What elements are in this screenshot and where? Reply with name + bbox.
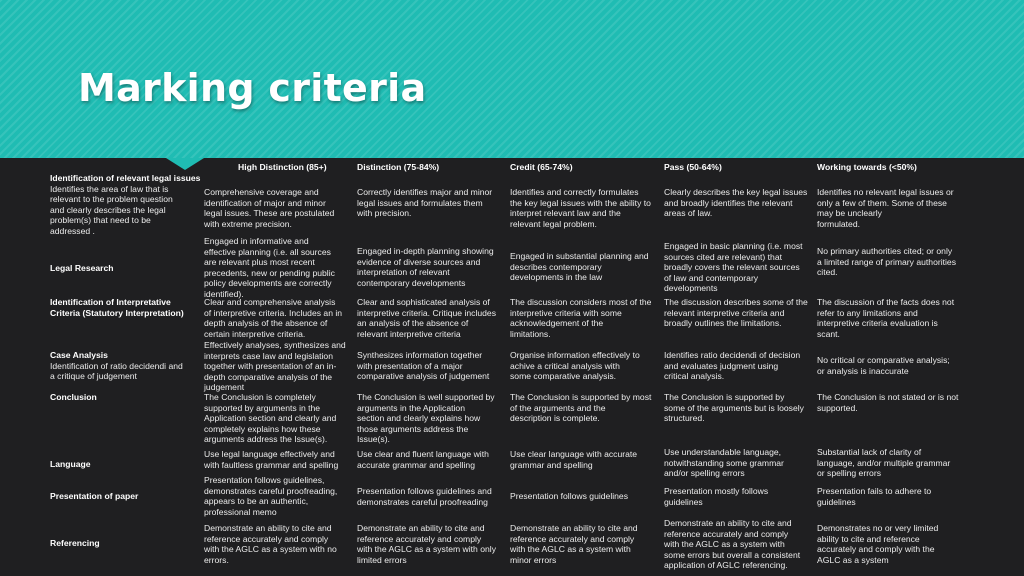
cell-text-line: cited. xyxy=(817,267,838,277)
cell-working-towards xyxy=(817,187,954,229)
cell-text-line: and evaluates judgment using xyxy=(664,360,779,371)
cell-high-distinction xyxy=(204,523,337,565)
cell-text-line: critical analysis. xyxy=(664,371,725,381)
criterion-description: Identification of ratio decidendi and xyxy=(50,360,183,371)
cell-credit xyxy=(510,187,651,229)
slide-title: Marking criteria xyxy=(78,66,427,110)
cell-text-line: Use legal language effectively and xyxy=(204,449,335,459)
cell-text-line: demonstrates careful proofreading, xyxy=(204,485,338,496)
cell-text-line: precedents, new or pending public xyxy=(204,267,335,278)
cell-text-line: formulated. xyxy=(817,218,860,229)
cell-text-line: The discussion considers most of the xyxy=(510,297,652,307)
cell-text-line: sources cited are relevant) that xyxy=(664,251,782,262)
cell-text-line: Identifies ratio decidendi of decision xyxy=(664,350,801,360)
cell-text-line: together with presentation of an in- xyxy=(204,361,337,371)
cell-text-line: of law and contemporary xyxy=(664,272,759,283)
cell-high-distinction xyxy=(204,392,336,445)
cell-text-line: relevant interpretive criteria xyxy=(357,328,461,339)
cell-text-line: achive a critical analysis with xyxy=(510,360,620,371)
cell-working-towards xyxy=(817,355,950,376)
cell-text-line: with the AGLC as a system with no xyxy=(204,544,337,554)
cell-text-line: demonstrates careful proofreading xyxy=(357,496,488,507)
cell-text-line: appears to be an authentic, xyxy=(204,496,309,506)
cell-text-line: No critical or comparative analysis; xyxy=(817,355,950,365)
criterion-cell xyxy=(50,297,184,318)
cell-high-distinction xyxy=(204,187,334,229)
cell-text-line: identified). xyxy=(204,288,244,299)
cell-text-line: interpretive criteria evaluation is xyxy=(817,318,938,328)
cell-text-line: description is complete. xyxy=(510,413,600,423)
cell-text-line: guidelines xyxy=(817,496,856,507)
cell-distinction xyxy=(357,246,494,288)
cell-text-line: interpretive criteria. Critique includes xyxy=(357,307,496,318)
cell-text-line: with presentation of a major xyxy=(357,360,463,371)
cell-text-line: Identifies no relevant legal issues or xyxy=(817,187,954,197)
cell-text-line: evidence of diverse sources and xyxy=(357,256,481,267)
cell-text-line: Use understandable language, xyxy=(664,447,782,457)
cell-text-line: supported by arguments in the xyxy=(204,402,321,413)
cell-text-line: limitations. xyxy=(510,328,551,339)
cell-text-line: application of AGLC referencing. xyxy=(664,560,788,570)
cell-text-line: describes contemporary xyxy=(510,261,602,272)
cell-text-line: Organise information effectively to xyxy=(510,350,640,360)
cell-distinction xyxy=(357,187,492,219)
criterion-cell xyxy=(50,392,97,403)
cell-high-distinction xyxy=(204,236,335,299)
cell-text-line: minor errors xyxy=(510,554,557,565)
cell-text-line: professional memo xyxy=(204,506,277,517)
cell-text-line: Presentation follows guidelines and xyxy=(357,486,492,496)
cell-text-line: Clear and sophisticated analysis of xyxy=(357,297,490,307)
cell-text-line: and/or spelling errors xyxy=(664,468,745,478)
cell-text-line: depth analysis of the absence of xyxy=(204,318,328,328)
cell-text-line: interpretation of relevant xyxy=(357,267,450,277)
cell-text-line: certain interpretive criteria. xyxy=(204,328,306,339)
cell-text-line: notwithstanding some grammar xyxy=(664,457,784,468)
cell-text-line: Demonstrate an ability to cite and xyxy=(510,523,638,533)
criterion-cell xyxy=(50,459,91,470)
cell-distinction xyxy=(357,486,492,507)
cell-high-distinction xyxy=(204,297,342,339)
cell-text-line: developments xyxy=(664,283,718,293)
cell-text-line: reference accurately and comply xyxy=(664,528,789,539)
column-header-working-towards: Working towards (<50%) xyxy=(817,162,917,172)
cell-text-line: are relevant plus most recent xyxy=(204,257,315,267)
cell-text-line: section and clearly explains how xyxy=(357,413,481,423)
cell-pass xyxy=(664,518,800,571)
cell-text-line: Use clear language with accurate xyxy=(510,449,638,459)
cell-text-line: Demonstrates no or very limited xyxy=(817,523,939,533)
cell-text-line: Issue(s). xyxy=(357,434,390,444)
criterion-label: Identification of Interpretative xyxy=(50,297,171,307)
cell-text-line: contemporary developments xyxy=(357,277,466,288)
cell-text-line: and broadly identifies the relevant xyxy=(664,197,793,208)
criterion-cell xyxy=(50,491,138,502)
cell-text-line: interprets case law and legislation xyxy=(204,350,333,361)
cell-pass xyxy=(664,350,800,382)
cell-pass xyxy=(664,486,768,507)
cell-text-line: The Conclusion is supported by xyxy=(664,392,785,402)
cell-distinction xyxy=(357,449,489,470)
cell-text-line: grammar and spelling xyxy=(510,459,593,470)
cell-text-line: Presentation follows guidelines xyxy=(510,491,628,501)
cell-text-line: No primary authorities cited; or only xyxy=(817,246,953,256)
cell-text-line: with precision. xyxy=(357,208,412,218)
cell-text-line: Clear and comprehensive analysis xyxy=(204,297,336,307)
criterion-label: Referencing xyxy=(50,538,100,548)
cell-text-line: interpret relevant law and the xyxy=(510,208,621,218)
cell-text-line: Engaged in informative and xyxy=(204,236,309,246)
cell-text-line: accurately and comply with the xyxy=(817,544,935,554)
cell-text-line: The discussion of the facts does not xyxy=(817,297,955,307)
criterion-label: Case Analysis xyxy=(50,350,108,360)
cell-credit xyxy=(510,523,638,565)
column-header-distinction: Distinction (75-84%) xyxy=(357,162,440,172)
cell-text-line: reference accurately and comply xyxy=(357,533,482,544)
cell-credit xyxy=(510,297,651,339)
cell-text-line: relevant interpretive criteria and xyxy=(664,307,785,318)
cell-text-line: Presentation follows guidelines, xyxy=(204,475,325,485)
cell-text-line: the key legal issues with the ability to xyxy=(510,197,651,208)
criterion-cell xyxy=(50,263,114,274)
cell-text-line: The Conclusion is supported by most xyxy=(510,392,652,402)
cell-pass xyxy=(664,447,784,479)
cell-text-line: or analysis is inaccurate xyxy=(817,365,909,376)
cell-text-line: guidelines xyxy=(664,496,703,507)
cell-text-line: Demonstrate an ability to cite and xyxy=(204,523,332,533)
cell-text-line: supported. xyxy=(817,402,858,413)
cell-text-line: some of the arguments but is loosely xyxy=(664,402,804,413)
cell-text-line: of the arguments and the xyxy=(510,402,606,413)
cell-text-line: those arguments address the xyxy=(357,423,469,434)
criterion-label: Criteria (Statutory Interpretation) xyxy=(50,307,184,318)
cell-text-line: AGLC as a system xyxy=(817,554,889,565)
marking-criteria-table xyxy=(50,160,1024,576)
cell-text-line: The Conclusion is well supported by xyxy=(357,392,495,402)
cell-text-line: Effectively analyses, synthesizes and xyxy=(204,340,346,350)
criterion-label: Identification of relevant legal issues xyxy=(50,173,201,183)
cell-text-line: effective planning (i.e. all sources xyxy=(204,246,331,257)
criterion-label: Presentation of paper xyxy=(50,491,139,501)
cell-text-line: a limited range of primary authorities xyxy=(817,256,956,267)
title-banner xyxy=(0,0,1024,158)
cell-text-line: Engaged in substantial planning and xyxy=(510,251,649,261)
cell-text-line: comparative analysis of judgement xyxy=(357,371,490,381)
cell-text-line: may be unclearly xyxy=(817,208,882,218)
cell-text-line: judgement xyxy=(204,382,245,392)
cell-text-line: Presentation mostly follows xyxy=(664,486,769,496)
cell-text-line: errors. xyxy=(204,554,229,565)
column-header-pass: Pass (50-64%) xyxy=(664,162,722,172)
cell-text-line: acknowledgement of the xyxy=(510,318,604,328)
cell-distinction xyxy=(357,392,495,445)
cell-text-line: or spelling errors xyxy=(817,468,881,478)
criterion-description: Identifies the area of law that is xyxy=(50,183,169,194)
criterion-description: addressed . xyxy=(50,225,95,236)
cell-text-line: depth comparative analysis of the xyxy=(204,371,333,382)
cell-text-line: reference accurately and comply xyxy=(204,533,329,544)
criterion-label: Legal Research xyxy=(50,263,114,273)
cell-text-line: with the AGLC as a system with only xyxy=(357,544,496,554)
cell-text-line: arguments in the Application xyxy=(357,402,465,413)
cell-text-line: Substantial lack of clarity of xyxy=(817,447,922,457)
cell-credit xyxy=(510,251,649,283)
cell-text-line: policy developments are correctly xyxy=(204,278,332,288)
cell-high-distinction xyxy=(204,449,338,470)
cell-working-towards xyxy=(817,523,938,565)
cell-text-line: broadly outlines the limitations. xyxy=(664,318,782,328)
cell-text-line: ability to cite and reference xyxy=(817,533,920,544)
cell-text-line: of interpretive criteria. Includes an in xyxy=(204,307,343,318)
cell-text-line: Use clear and fluent language with xyxy=(357,449,489,459)
cell-text-line: an analysis of the absence of xyxy=(357,318,469,328)
cell-text-line: relevant legal problem. xyxy=(510,218,597,229)
cell-credit xyxy=(510,491,628,502)
cell-pass xyxy=(664,297,808,329)
cell-high-distinction xyxy=(204,475,337,517)
criterion-cell xyxy=(50,350,183,382)
criterion-description: relevant to the problem question xyxy=(50,194,173,204)
column-header-credit: Credit (65-74%) xyxy=(510,162,573,172)
cell-text-line: arguments address the Issue(s). xyxy=(204,434,328,444)
cell-text-line: accurate grammar and spelling xyxy=(357,459,475,470)
cell-text-line: Engaged in-depth planning showing xyxy=(357,246,494,256)
cell-text-line: structured. xyxy=(664,413,705,423)
cell-text-line: language, and/or multiple grammar xyxy=(817,457,951,468)
cell-text-line: Comprehensive coverage and xyxy=(204,187,319,197)
cell-working-towards xyxy=(817,486,931,507)
cell-credit xyxy=(510,449,637,470)
cell-high-distinction xyxy=(204,340,346,393)
cell-text-line: Correctly identifies major and minor xyxy=(357,187,493,197)
cell-text-line: The Conclusion is completely xyxy=(204,392,316,402)
cell-text-line: some errors but overall a consistent xyxy=(664,549,801,560)
cell-text-line: The Conclusion is not stated or is not xyxy=(817,392,959,402)
cell-text-line: identification of major and minor xyxy=(204,197,326,208)
cell-text-line: Identifies and correctly formulates xyxy=(510,187,639,197)
cell-distinction xyxy=(357,523,496,565)
cell-text-line: completely explains how these xyxy=(204,423,321,434)
cell-pass xyxy=(664,241,803,294)
cell-text-line: Synthesizes information together xyxy=(357,350,483,360)
cell-text-line: legal issues. These are postulated xyxy=(204,208,335,218)
cell-text-line: refer to any limitations and xyxy=(817,307,918,318)
cell-text-line: The discussion describes some of the xyxy=(664,297,808,307)
cell-text-line: developments in the law xyxy=(510,272,603,282)
cell-text-line: legal issues and formulates them xyxy=(357,197,483,208)
cell-text-line: Engaged in basic planning (i.e. most xyxy=(664,241,803,251)
cell-text-line: areas of law. xyxy=(664,208,713,218)
cell-text-line: Demonstrate an ability to cite and xyxy=(357,523,485,533)
cell-text-line: reference accurately and comply xyxy=(510,533,635,544)
cell-credit xyxy=(510,392,651,424)
cell-text-line: broadly covers the relevant sources xyxy=(664,262,800,272)
cell-text-line: Demonstrate an ability to cite and xyxy=(664,518,792,528)
cell-distinction xyxy=(357,350,489,382)
cell-text-line: scant. xyxy=(817,328,840,339)
cell-text-line: with the AGLC as a system with xyxy=(510,544,631,554)
criterion-label: Conclusion xyxy=(50,392,97,402)
cell-credit xyxy=(510,350,640,382)
cell-pass xyxy=(664,392,804,424)
cell-text-line: only a few of them. Some of these xyxy=(817,197,947,208)
cell-text-line: with the AGLC as a system with xyxy=(664,539,785,549)
cell-pass xyxy=(664,187,807,219)
criterion-cell xyxy=(50,538,100,549)
cell-working-towards xyxy=(817,297,954,339)
cell-text-line: Presentation fails to adhere to xyxy=(817,486,932,496)
cell-text-line: with extreme precision. xyxy=(204,218,292,229)
cell-text-line: interpretive criteria with some xyxy=(510,307,622,318)
criterion-cell xyxy=(50,173,200,236)
cell-working-towards xyxy=(817,392,958,413)
cell-working-towards xyxy=(817,447,950,479)
criterion-description: problem(s) that need to be xyxy=(50,215,151,225)
cell-text-line: limited errors xyxy=(357,554,407,565)
cell-text-line: with faultless grammar and spelling xyxy=(204,459,339,470)
criterion-description: a critique of judgement xyxy=(50,371,137,381)
criterion-description: and clearly describes the legal xyxy=(50,204,166,215)
cell-distinction xyxy=(357,297,496,339)
criterion-label: Language xyxy=(50,459,91,469)
column-header-high-distinction: High Distinction (85+) xyxy=(238,162,327,172)
cell-text-line: Application section and clearly and xyxy=(204,413,337,423)
cell-text-line: some comparative analysis. xyxy=(510,371,617,381)
cell-working-towards xyxy=(817,246,956,278)
cell-text-line: Clearly describes the key legal issues xyxy=(664,187,808,197)
